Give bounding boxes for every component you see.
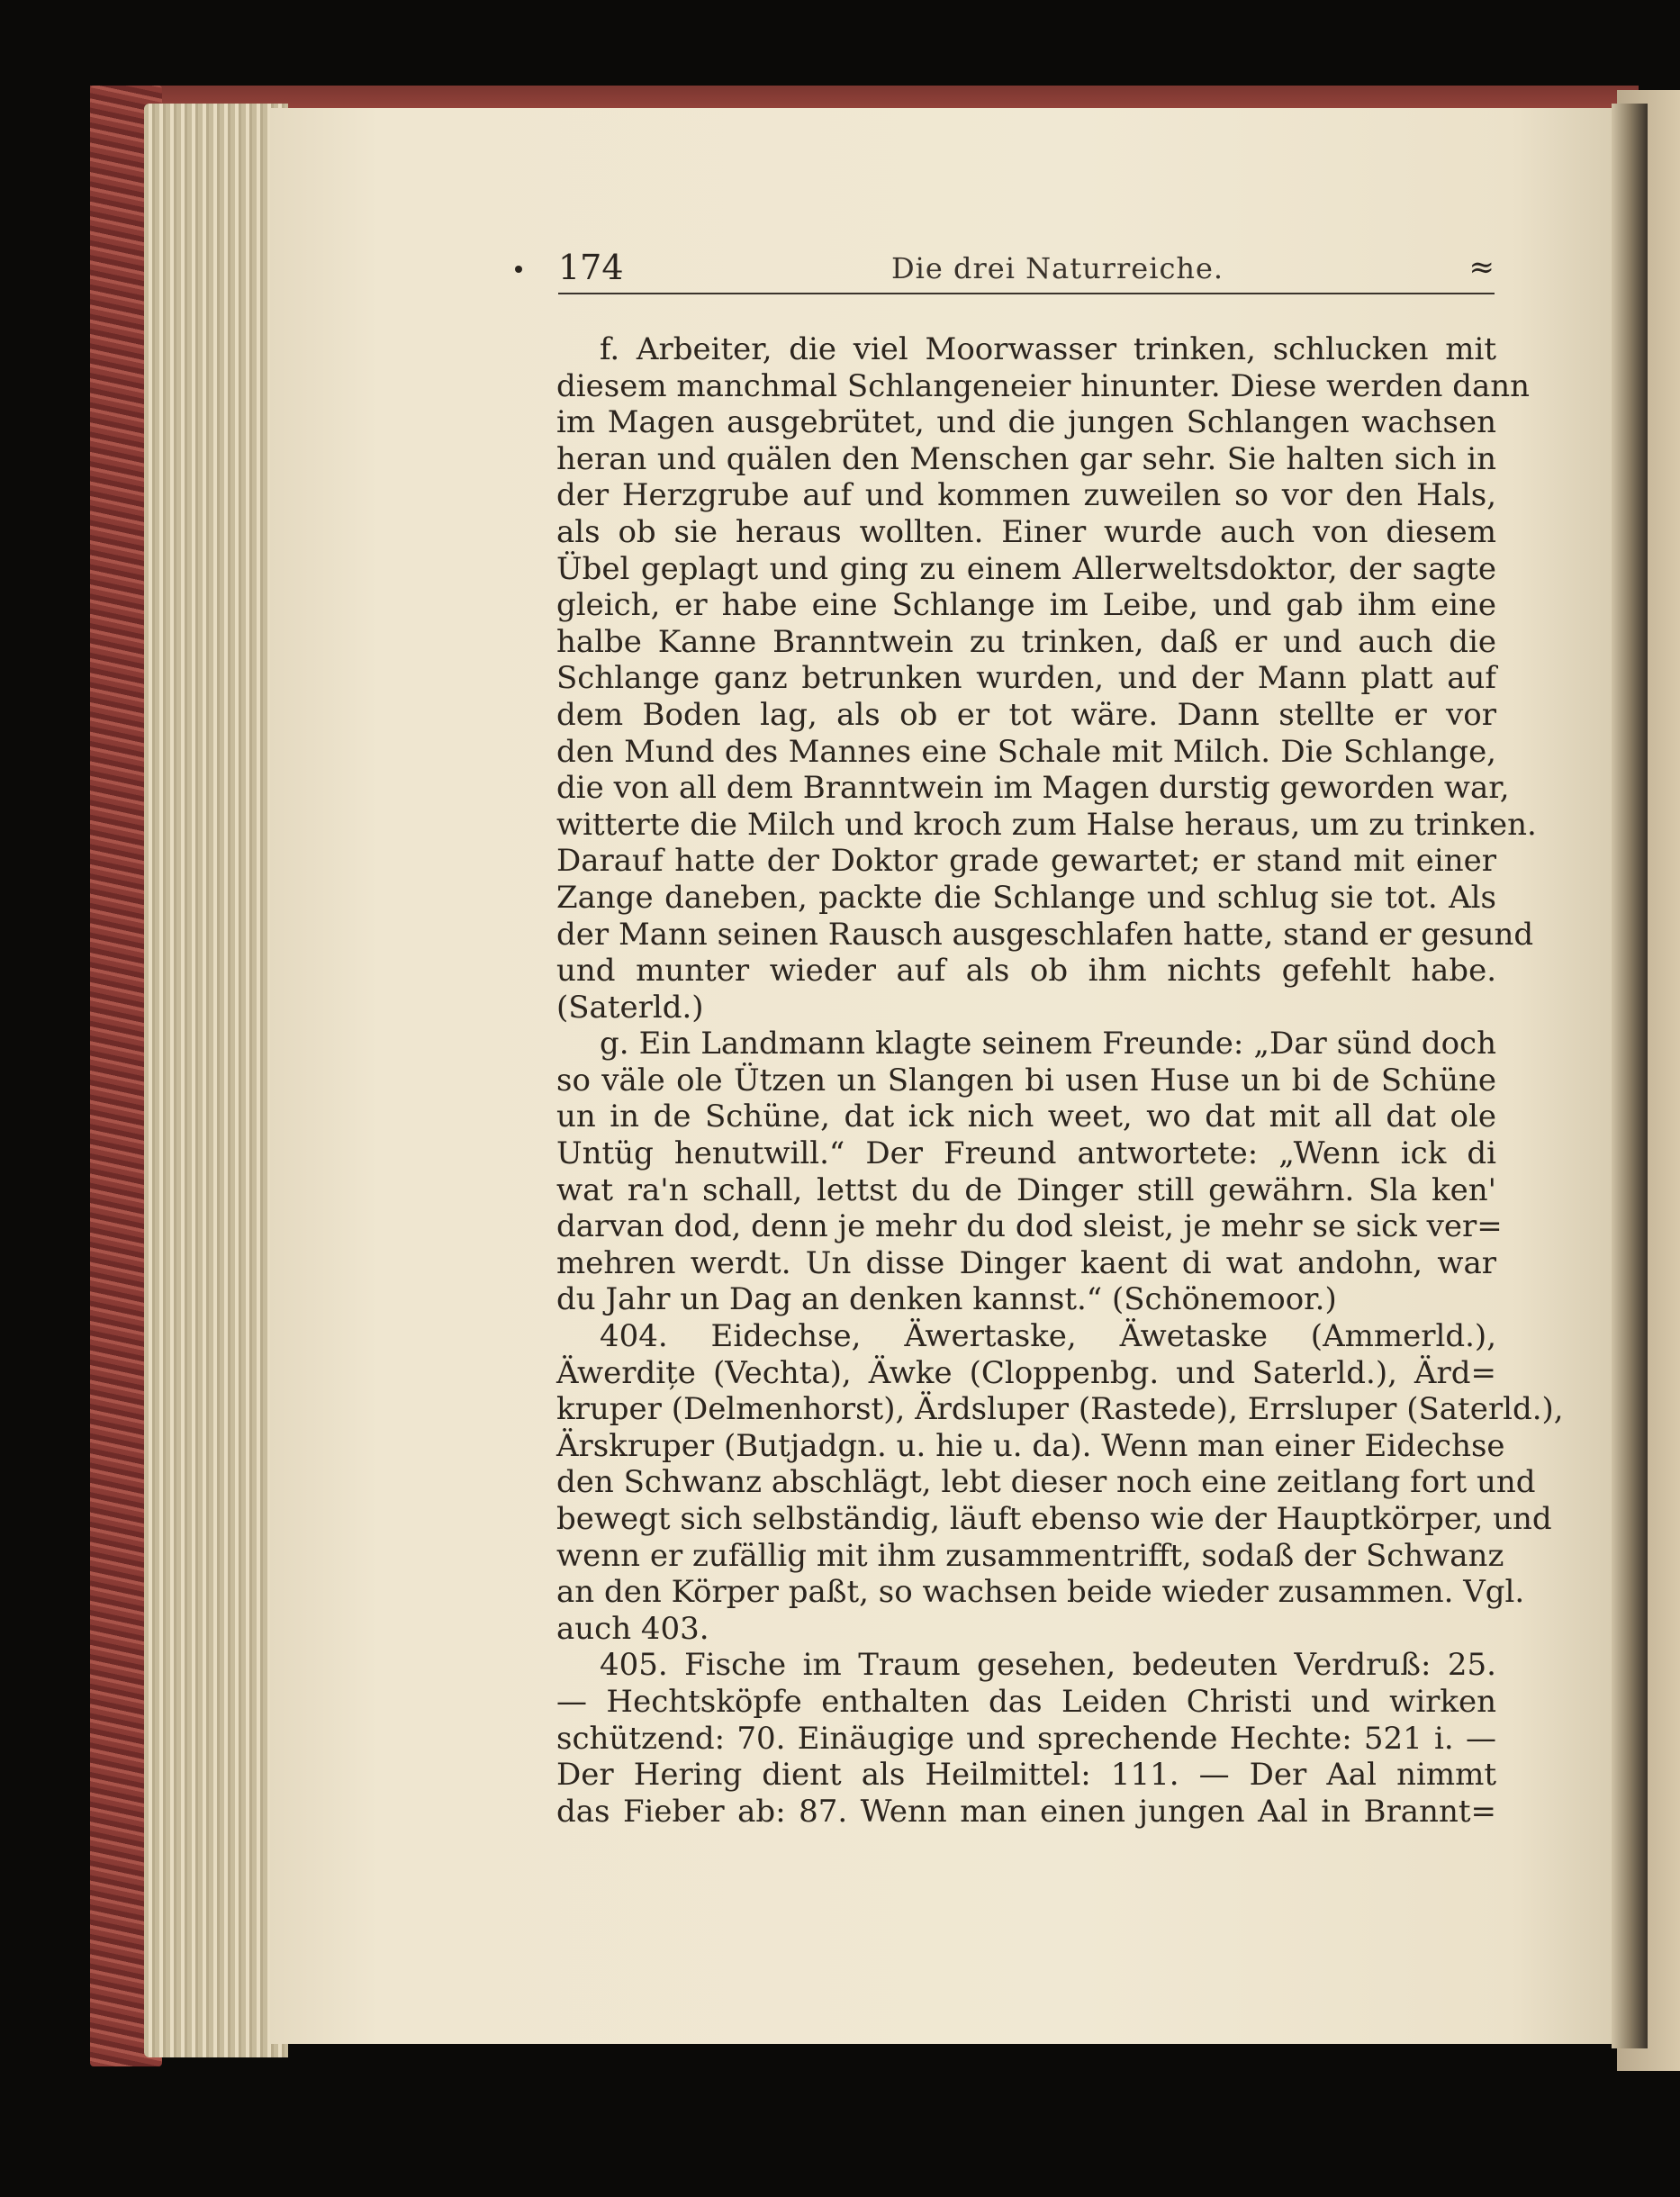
text-line: schützend: 70. Einäugige und sprechende Hechte: 521 i. —: [556, 1720, 1496, 1757]
catchword-mark: ≈: [1468, 249, 1495, 285]
text-line: witterte die Milch und kroch zum Halse heraus, um zu trinken.: [556, 806, 1537, 843]
margin-dot: [515, 266, 522, 273]
running-head: Die drei Naturreiche.: [891, 251, 1224, 285]
text-line: g. Ein Landmann klagte seinem Freunde: „Dar sünd doch: [600, 1026, 1496, 1062]
text-line: 405. Fische im Traum gesehen, bedeuten Verdruß: 25.: [600, 1647, 1496, 1684]
text-line: der Mann seinen Rausch ausgeschlafen hatte, stand er gesund: [556, 916, 1534, 953]
text-line: halbe Kanne Branntwein zu trinken, daß er und auch die: [556, 623, 1496, 660]
page-number: 174: [558, 248, 624, 287]
text-line: dem Boden lag, als ob er tot wäre. Dann stellte er vor: [556, 696, 1496, 733]
text-line: Der Hering dient als Heilmittel: 111. — Der Aal nimmt: [556, 1757, 1496, 1794]
text-line: Darauf hatte der Doktor grade gewartet; er stand mit einer: [556, 843, 1496, 880]
text-line: mehren werdt. Un disse Dinger kaent di wat andohn, war: [556, 1244, 1496, 1281]
text-line: — Hechtsköpfe enthalten das Leiden Christi und wirken: [556, 1683, 1496, 1720]
page-gutter: [1612, 104, 1648, 2048]
text-line: den Mund des Mannes eine Schale mit Milch. Die Schlange,: [556, 733, 1496, 770]
text-line: den Schwanz abschlägt, lebt dieser noch eine zeitlang fort und: [556, 1464, 1536, 1501]
text-line: diesem manchmal Schlangeneier hinunter. Diese werden dann: [556, 367, 1531, 404]
text-line: f. Arbeiter, die viel Moorwasser trinken, schlucken mit: [600, 331, 1496, 367]
text-line: und munter wieder auf als ob ihm nichts gefehlt habe.: [556, 953, 1496, 990]
text-line: auch 403.: [556, 1610, 709, 1647]
text-line: so väle ole Ützen un Slangen bi usen Huse un bi de Schüne: [556, 1062, 1496, 1098]
text-line: wat ra'n schall, lettst du de Dinger still gewährn. Sla ken': [556, 1171, 1496, 1208]
text-line: 404. Eidechse, Äwertaske, Äwetaske (Ammerld.),: [600, 1318, 1496, 1355]
text-line: als ob sie heraus wollten. Einer wurde auch von diesem: [556, 513, 1496, 550]
text-line: Übel geplagt und ging zu einem Allerweltsdoktor, der sagte: [556, 550, 1496, 587]
text-line: heran und quälen den Menschen gar sehr. Sie halten sich in: [556, 440, 1496, 477]
text-line: gleich, er habe eine Schlange im Leibe, und gab ihm eine: [556, 587, 1496, 624]
text-line: Äwerdițe (Vechta), Äwke (Cloppenbg. und Saterld.), Ärd=: [556, 1354, 1496, 1391]
text-line: kruper (Delmenhorst), Ärdsluper (Rastede), Errsluper (Saterld.),: [556, 1391, 1564, 1428]
text-line: darvan dod, denn je mehr du dod sleist, je mehr se sick ver=: [556, 1208, 1503, 1245]
text-line: Untüg henutwill.“ Der Freund antwortete: „Wenn ick di: [556, 1135, 1496, 1172]
text-line: das Fieber ab: 87. Wenn man einen jungen Aal in Brannt=: [556, 1793, 1496, 1830]
text-line: an den Körper paßt, so wachsen beide wieder zusammen. Vgl.: [556, 1574, 1525, 1611]
text-line: die von all dem Branntwein im Magen durstig geworden war,: [556, 770, 1510, 807]
text-line: un in de Schüne, dat ick nich weet, wo dat mit all dat ole: [556, 1098, 1496, 1135]
text-line: bewegt sich selbständig, läuft ebenso wie der Hauptkörper, und: [556, 1501, 1552, 1537]
text-line: der Herzgrube auf und kommen zuweilen so vor den Hals,: [556, 477, 1496, 514]
page-header: [558, 248, 1495, 294]
page-stack-edges: [144, 104, 288, 2057]
text-line: Ärskruper (Butjadgn. u. hie u. da). Wenn man einer Eidechse: [556, 1427, 1505, 1464]
body-text: [556, 331, 1564, 1830]
text-line: Schlange ganz betrunken wurden, und der Mann platt auf: [556, 660, 1496, 697]
text-line: im Magen ausgebrütet, und die jungen Schlangen wachsen: [556, 404, 1496, 441]
text-line: wenn er zufällig mit ihm zusammentrifft, sodaß der Schwanz: [556, 1537, 1504, 1574]
text-line: Zange daneben, packte die Schlange und schlug sie tot. Als: [556, 879, 1496, 916]
text-line: (Saterld.): [556, 989, 704, 1026]
text-line: du Jahr un Dag an denken kannst.“ (Schönemoor.): [556, 1281, 1337, 1318]
